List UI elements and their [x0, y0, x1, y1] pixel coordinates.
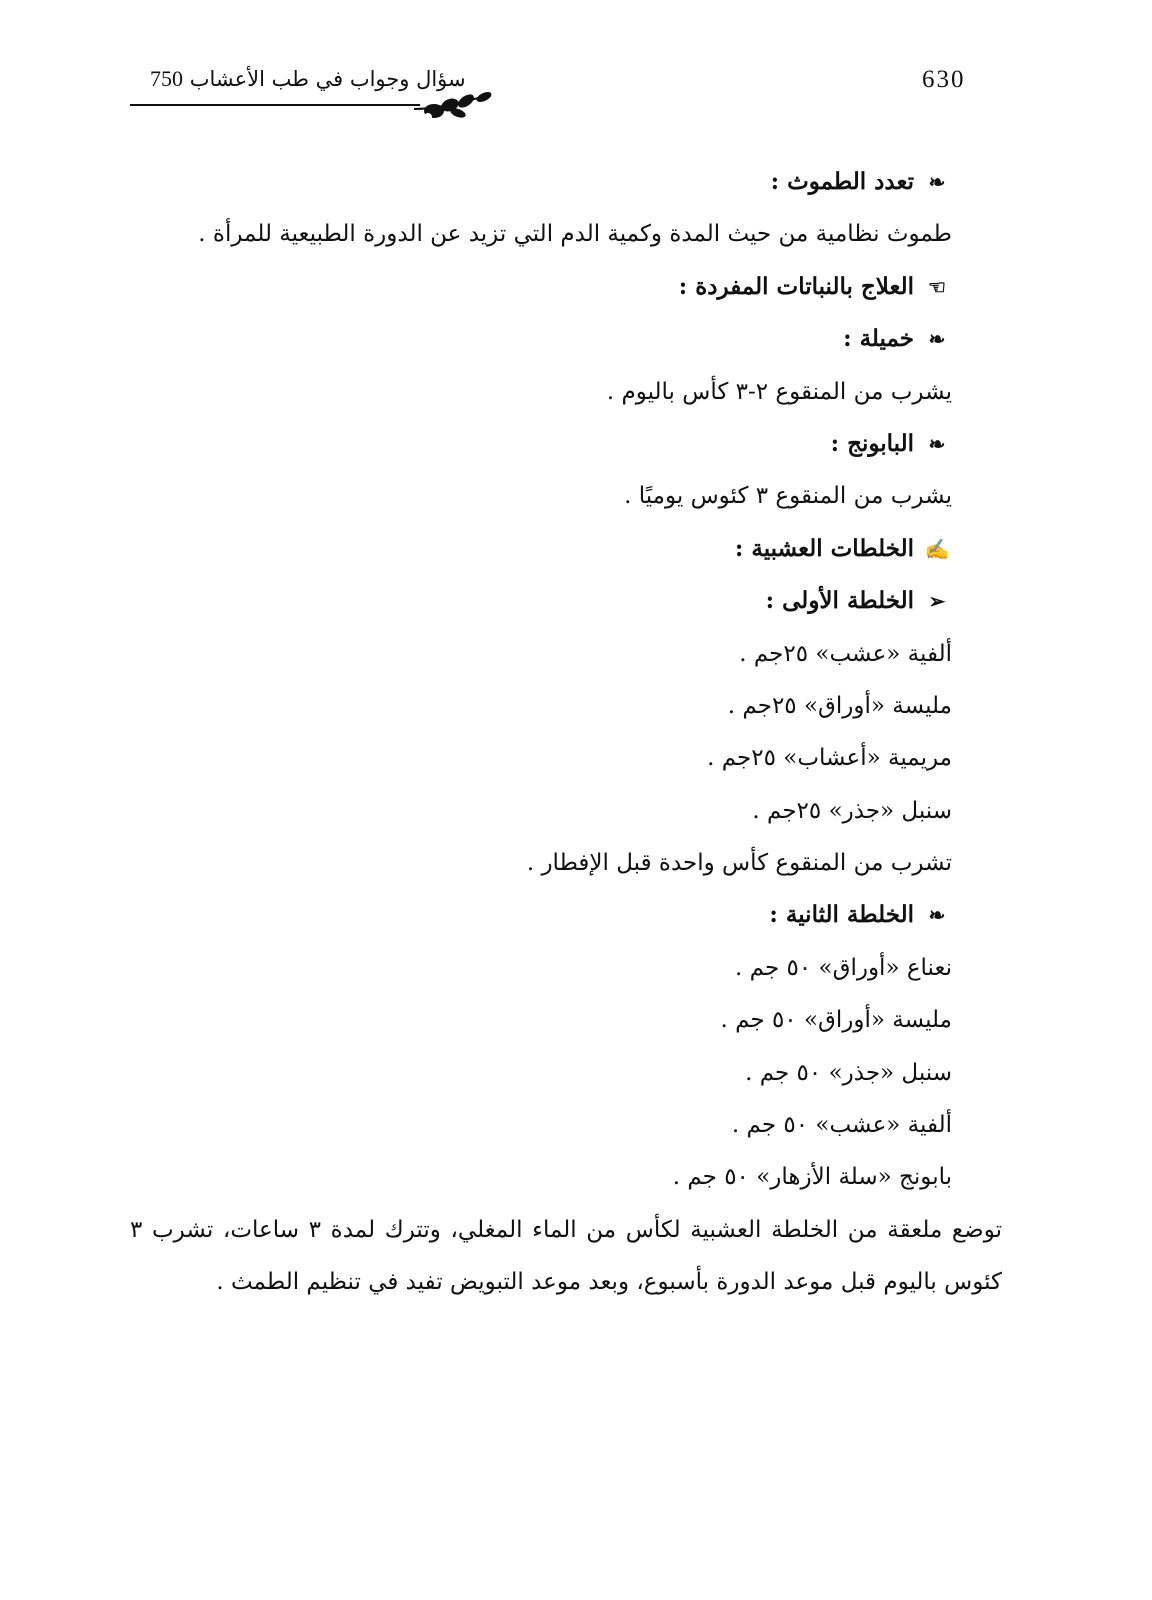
section-heading: [130, 156, 952, 208]
line-text: سنبل «جذر» ٢٥جم .: [752, 797, 952, 824]
line-text: تعدد الطموث :: [770, 168, 914, 195]
text-lines: [130, 156, 952, 1204]
line-text: تشرب من المنقوع كأس واحدة قبل الإفطار .: [526, 850, 952, 877]
line-text: مريمية «أعشاب» ٢٥جم .: [707, 745, 952, 772]
header-rule: [130, 104, 420, 106]
running-title: [144, 66, 466, 92]
writing-hand-icon: ✍: [924, 536, 950, 561]
section-heading: [130, 313, 952, 365]
text-line: [130, 366, 952, 418]
line-text: البابونج :: [830, 429, 914, 457]
section-heading: [130, 889, 952, 941]
section-heading: [130, 261, 952, 313]
leaf-ornament-icon: [412, 91, 502, 125]
line-text: مليسة «أوراق» ٥٠ جم .: [720, 1007, 952, 1034]
closing-paragraph: توضع ملعقة من الخلطة العشبية لكأس من الماء المغلي، وتترك لمدة ٣ ساعات، تشرب ٣ كئوس باليوم قبل موعد الدورة بأسبوع، وبعد موعد التبويض تفيد في تنظيم الطمث .: [130, 1216, 1002, 1295]
book-number: 750: [150, 66, 183, 91]
text-line: [130, 1047, 952, 1099]
line-text: الخلطات العشبية :: [734, 534, 914, 562]
text-line: [130, 732, 952, 784]
line-text: بابونج «سلة الأزهار» ٥٠ جم .: [672, 1164, 952, 1191]
line-text: سنبل «جذر» ٥٠ جم .: [745, 1059, 952, 1086]
line-text: الخلطة الثانية :: [769, 901, 914, 929]
arrow-icon: ➢: [928, 589, 946, 614]
page-number: 630: [922, 66, 966, 93]
pointing-hand-icon: ☜: [928, 274, 946, 299]
text-line: [130, 942, 952, 994]
text-line: [130, 470, 952, 522]
line-text: ألفية «عشب» ٢٥جم .: [739, 640, 952, 667]
line-text: مليسة «أوراق» ٢٥جم .: [727, 692, 952, 719]
text-line: [130, 680, 952, 732]
leaf-icon: ❧: [928, 327, 946, 352]
book-title: سؤال وجواب في طب الأعشاب: [189, 67, 466, 91]
leaf-icon: ❧: [928, 170, 946, 194]
text-line: [130, 994, 952, 1046]
line-text: ألفية «عشب» ٥٠ جم .: [731, 1112, 952, 1139]
line-text: طموث نظامية من حيث المدة وكمية الدم التي تزيد عن الدورة الطبيعية للمرأة .: [198, 221, 952, 248]
text-line: [130, 1151, 952, 1203]
line-text: نعناع «أوراق» ٥٠ جم .: [735, 954, 952, 981]
page-header: [130, 66, 970, 136]
text-line: [130, 208, 952, 260]
line-text: خميلة :: [843, 325, 914, 353]
text-line: [130, 1099, 952, 1151]
page-body: [130, 156, 1002, 1308]
line-text: يشرب من المنقوع ٢-٣ كأس باليوم .: [606, 378, 952, 405]
text-line: [130, 837, 952, 889]
line-text: الخلطة الأولى :: [765, 587, 914, 615]
leaf-icon: ❧: [928, 903, 946, 928]
section-heading: [130, 523, 952, 575]
section-heading: [130, 575, 952, 627]
text-line: [130, 628, 952, 680]
line-text: يشرب من المنقوع ٣ كئوس يوميًا .: [624, 483, 952, 510]
text-line: [130, 785, 952, 837]
leaf-icon: ❧: [928, 431, 946, 456]
section-heading: [130, 418, 952, 470]
line-text: العلاج بالنباتات المفردة :: [678, 272, 914, 300]
